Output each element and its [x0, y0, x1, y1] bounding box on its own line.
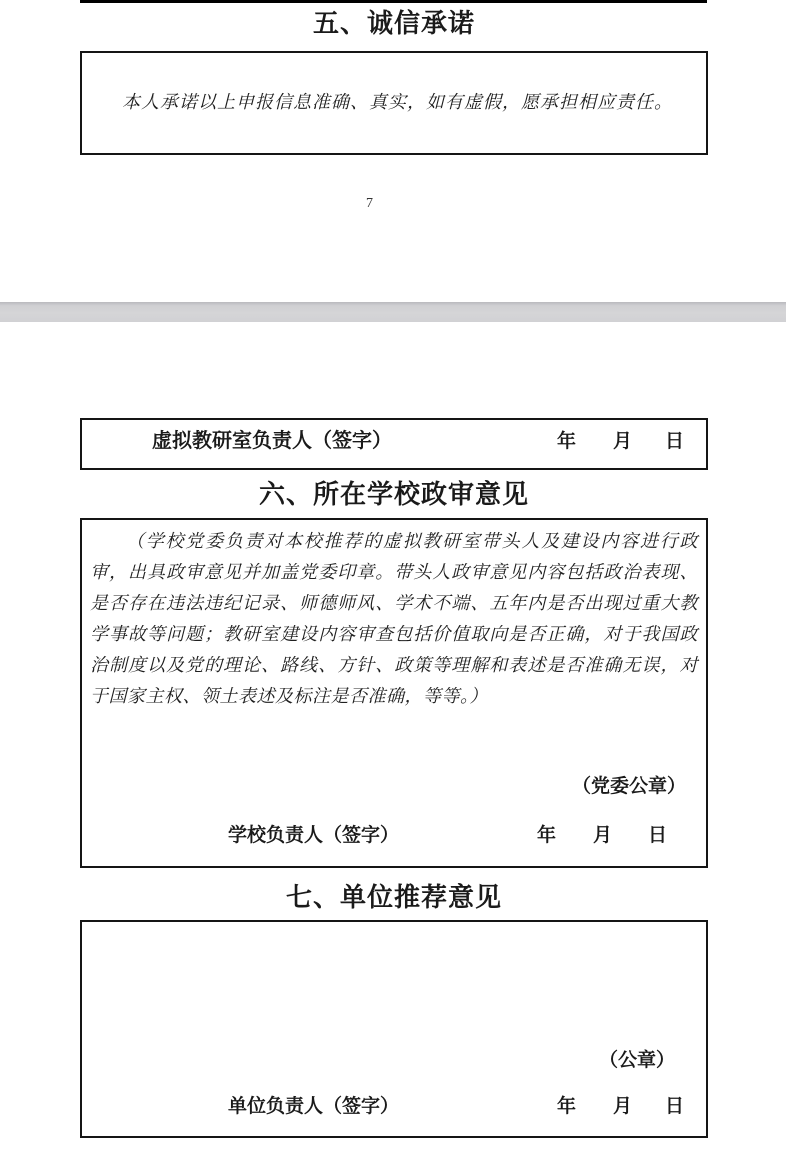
commitment-text: 本人承诺以上申报信息准确、真实，如有虚假，愿承担相应责任。 [122, 92, 673, 112]
political-review-box [80, 518, 708, 868]
school-signature-label: 学校负责人（签字） [228, 825, 400, 846]
commitment-box [80, 51, 708, 155]
day-label: 日 [648, 825, 668, 846]
page-separator [0, 302, 786, 322]
month-label: 月 [613, 431, 633, 452]
table-top-border [80, 0, 707, 3]
page-number: 7 [366, 196, 373, 211]
unit-seal-label: （公章） [598, 1050, 675, 1071]
day-label: 日 [665, 431, 685, 452]
unit-signature-label: 单位负责人（签字） [228, 1096, 400, 1117]
section-6-heading: 六、所在学校政审意见 [258, 479, 529, 509]
year-label: 年 [537, 825, 557, 846]
leader-signature-row [80, 418, 708, 470]
section-7-heading: 七、单位推荐意见 [285, 882, 502, 912]
year-label: 年 [557, 1096, 577, 1117]
month-label: 月 [593, 825, 613, 846]
unit-recommendation-box [80, 920, 708, 1138]
section-5-heading: 五、诚信承诺 [312, 8, 475, 38]
year-label: 年 [557, 431, 577, 452]
party-seal-label: （党委公章） [571, 776, 686, 797]
day-label: 日 [665, 1096, 685, 1117]
month-label: 月 [613, 1096, 633, 1117]
political-review-note: （学校党委负责对本校推荐的虚拟教研室带头人及建设内容进行政审，出具政审意见并加盖党委印章。带头人政审意见内容包括政治表现、是否存在违法违纪记录、师德师风、学术不端、五年内是否出现过重大教学事故等问题；教研室建设内容审查包括价值取向是否正确，对于我国政治制度以及党的理论、路线、方针、政策等理解和表述是否准确无误，对于国家主权、领土表述及标注是否准确，等等。） [90, 531, 698, 706]
leader-signature-label: 虚拟教研室负责人（签字） [152, 430, 392, 452]
